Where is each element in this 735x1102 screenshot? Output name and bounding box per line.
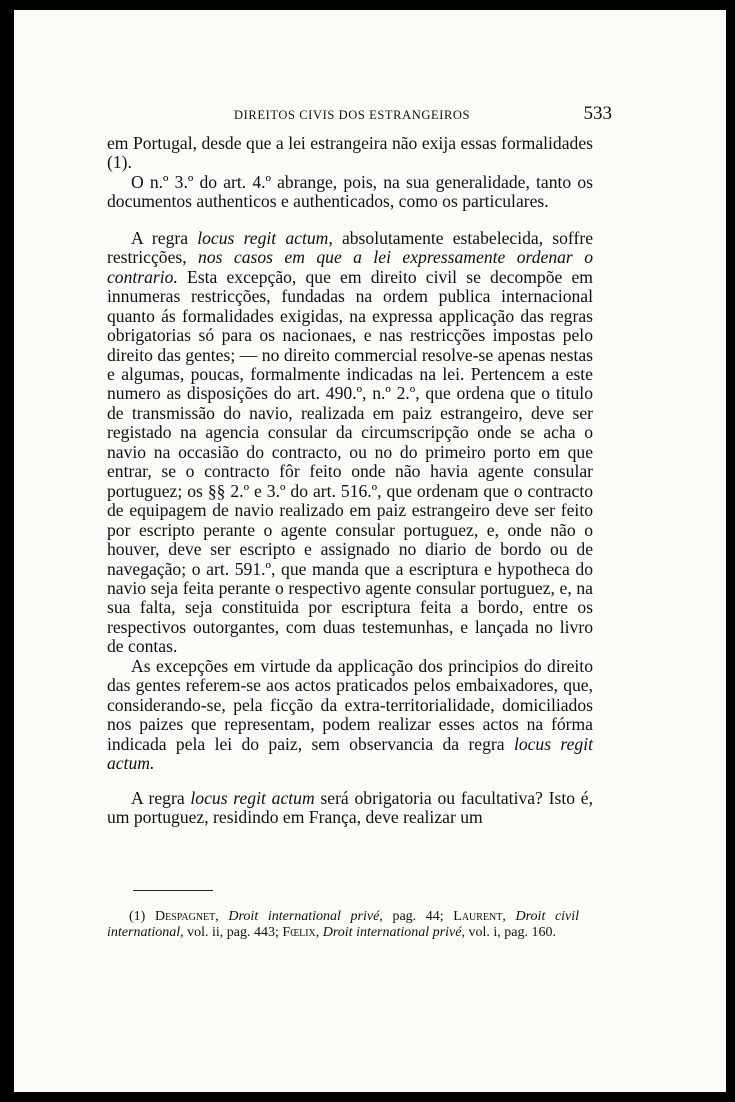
book-page — [14, 10, 726, 1092]
body-text — [107, 134, 593, 827]
emphasis-locus-regit: locus regit actum. — [107, 733, 593, 774]
running-title: DIREITOS CIVIS DOS ESTRANGEIROS — [234, 108, 471, 122]
page-number: 533 — [583, 103, 612, 124]
paragraph-1: em Portugal, desde que a lei estrangeira não exija essas formalidades (1). — [107, 133, 593, 173]
footnote-divider — [133, 890, 213, 891]
emphasis-locus-regit: locus regit actum, — [197, 227, 333, 248]
paragraph-5: A regra locus regit actum será obrigatoria ou facultativa? Isto é, um portuguez, residindo em França, deve realizar um — [107, 787, 593, 827]
paragraph-4: As excepções em virtude da applicação dos principios do direito das gentes referem-se aos actos praticados pelos embaixadores, que, considerando-se, pela ficção da extra-territorialidade, domiciliados nos paizes que representam, podem realizar esses actos na fórma indicada pela lei do paiz, sem observancia da regra locus regit actum. — [107, 655, 593, 774]
page-header — [106, 103, 612, 128]
emphasis-exception-clause: nos casos em que a lei expressamente ordenar o contrario. — [107, 247, 593, 287]
emphasis-locus-regit: locus regit actum — [190, 787, 315, 808]
paragraph-2: O n.º 3.º do art. 4.º abrange, pois, na sua generalidade, tanto os documentos authenticos e authenticados, como os particulares. — [107, 171, 593, 212]
paragraph-3: A regra locus regit actum, absolutamente estabelecida, soffre restricções, nos casos em que a lei expressamente ordenar o contrario. Esta excepção, que em direito civil se decompõe em innumeras restricções, fundadas na ordem publica internacional quanto ás formalidades exigidas, na expressa applicação das regras obrigatorias só para os nacionaes, e nas restricções impostas pelo direito das gentes; — no direito commercial resolve-se apenas nestas e algumas, poucas, formalmente indicadas na lei. Pertencem a este numero as disposições do art. 490.º, n.º 2.º, que ordena que o titulo de transmissão do navio, realizada em paiz estrangeiro, deve ser registado na agencia consular da circumscripção onde se acha o navio na occasião do contracto, ou no do primeiro porto em que entrar, se o contracto fôr feito onde não havia agente consular portuguez; os §§ 2.º e 3.º do art. 516.º, que ordenam que o contracto de equipagem de navio realizado em paiz estrangeiro deve ser feito por escripto perante o agente consular portuguez, e, onde não o houver, deve ser escripto e assignado no diario de bordo ou de navegação; o art. 591.º, que manda que a escriptura e hypotheca do navio seja feita perante o respectivo agente consular portuguez, e, na sua falta, seja constituida por escriptura feita a bordo, entre os respectivos outorgantes, com duas testemunhas, e lançada no livro de contas. — [107, 227, 594, 657]
footnote: (1) Despagnet, Droit international privé, pag. 44; Laurent, Droit civil international, vol. ii, pag. 443; Fœlix, Droit international privé, vol. i, pag. 160. — [107, 909, 580, 940]
